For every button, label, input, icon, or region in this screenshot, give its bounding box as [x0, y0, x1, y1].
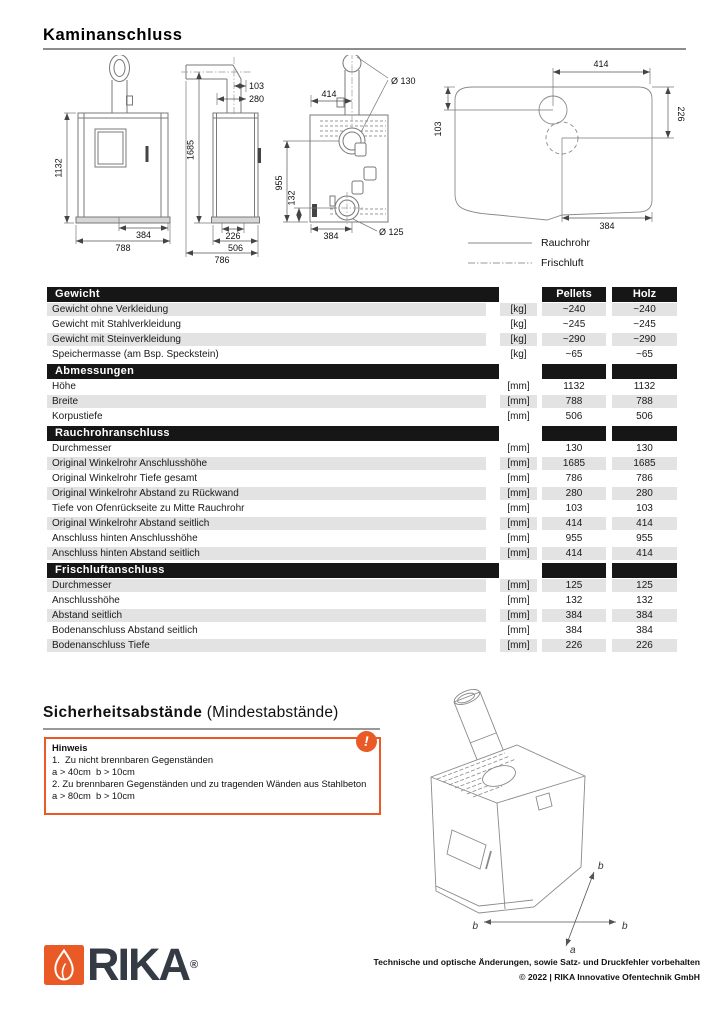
row-label: Breite: [47, 395, 486, 408]
row-label: Gewicht mit Steinverkleidung: [47, 333, 486, 346]
value-pellets: ~245: [562, 318, 586, 330]
dim-front-width-inner: 384: [135, 230, 152, 240]
row-unit: [mm]: [507, 410, 530, 422]
table-row: [47, 409, 677, 424]
row-label: Original Winkelrohr Anschlusshöhe: [47, 457, 486, 470]
note-box: [44, 732, 381, 815]
table-row: [47, 531, 677, 546]
dim-side-depth: 786: [214, 255, 230, 265]
dim-top-air-depth: 226: [676, 106, 686, 122]
safety-heading-light: (Mindestabstände): [202, 704, 339, 721]
value-pellets: ~240: [542, 303, 606, 316]
row-label: Tiefe von Ofenrückseite zu Mitte Rauchrohr: [52, 502, 245, 514]
dim-air-diameter: Ø 125: [379, 227, 404, 237]
table-row: [47, 471, 677, 486]
value-pellets: ~290: [542, 333, 606, 346]
section-header-row: [47, 426, 677, 441]
value-holz: ~240: [612, 303, 677, 316]
value-holz: ~65: [636, 348, 653, 360]
dim-front-width: 788: [115, 243, 131, 253]
row-unit: [mm]: [500, 609, 537, 622]
spec-table: [47, 287, 677, 653]
value-pellets: 130: [565, 442, 583, 454]
value-holz: 103: [636, 502, 653, 514]
section-title: Gewicht: [47, 287, 499, 302]
dim-side-base1: 226: [225, 231, 241, 241]
column-header-holz: Holz: [612, 287, 677, 302]
alert-icon: !: [354, 729, 379, 754]
row-unit: [mm]: [500, 487, 537, 500]
row-unit: [kg]: [510, 348, 527, 360]
row-unit: [mm]: [507, 624, 530, 636]
section-title: Frischluftanschluss: [47, 563, 499, 578]
table-row: [47, 347, 677, 362]
value-pellets: 955: [565, 532, 583, 544]
table-row: [47, 623, 677, 638]
back-view-drawing: [274, 55, 416, 241]
value-pellets: 384: [565, 624, 583, 636]
dim-back-air-height: 132: [286, 190, 297, 206]
row-unit: [kg]: [500, 303, 537, 316]
table-row: [47, 379, 677, 394]
row-unit: [mm]: [500, 579, 537, 592]
dim-side-base2: 506: [227, 243, 244, 253]
dim-front-height: 1132: [53, 158, 64, 178]
safety-heading-bold: Sicherheitsabstände: [43, 704, 203, 721]
row-unit: [mm]: [500, 395, 537, 408]
axis-label-a: a: [570, 945, 576, 956]
value-pellets: 1685: [542, 457, 606, 470]
note-title: Hinweis: [52, 742, 88, 753]
section-header-row: [47, 563, 677, 578]
value-holz: 788: [612, 395, 677, 408]
table-row: [47, 302, 677, 317]
note-line: a > 80cm b > 10cm: [52, 789, 135, 801]
row-label: Original Winkelrohr Abstand seitlich: [47, 517, 486, 530]
column-bar-pellets: [542, 364, 606, 379]
row-label: Durchmesser: [47, 579, 486, 592]
table-row: [47, 593, 677, 608]
row-label: Anschluss hinten Anschlusshöhe: [52, 532, 198, 544]
value-pellets: 384: [542, 609, 606, 622]
dim-side-offset2: 280: [249, 94, 265, 104]
column-bar-pellets: [542, 563, 606, 578]
table-row: [47, 317, 677, 332]
legend-solid-label: Rauchrohr: [541, 237, 591, 249]
value-pellets: 132: [565, 594, 583, 606]
column-bar-pellets: [542, 426, 606, 441]
row-label: Durchmesser: [52, 442, 112, 454]
dim-back-width-bottom: 384: [323, 231, 339, 241]
dimension-drawings: [40, 55, 724, 285]
row-label: Abstand seitlich: [47, 609, 486, 622]
dim-side-height: 1685: [185, 139, 196, 161]
table-row: [47, 501, 677, 516]
row-unit: [mm]: [500, 639, 537, 652]
legend-dashed-label: Frischluft: [541, 257, 584, 269]
value-holz: 130: [636, 442, 653, 454]
dim-back-width-top: 414: [321, 89, 337, 99]
side-view-drawing: [181, 57, 264, 265]
row-unit: [mm]: [500, 547, 537, 560]
title-rule: [43, 48, 686, 50]
brand-wordmark: RIKA: [87, 939, 189, 990]
table-row: [47, 546, 677, 561]
value-pellets: 125: [542, 579, 606, 592]
column-bar-holz: [612, 563, 677, 578]
row-label: Original Winkelrohr Tiefe gesamt: [52, 472, 198, 484]
value-holz: 384: [612, 609, 677, 622]
row-unit: [mm]: [507, 442, 530, 454]
dim-top-flue-side: 414: [593, 59, 609, 69]
value-holz: 1685: [612, 457, 677, 470]
top-view-drawing: [433, 59, 686, 231]
value-holz: 384: [636, 624, 653, 636]
axis-label-b-left: b: [472, 921, 478, 932]
row-label: Speichermasse (am Bsp. Speckstein): [52, 348, 219, 360]
value-holz: 414: [612, 517, 677, 530]
row-label: Höhe: [52, 380, 76, 392]
row-unit: [mm]: [507, 472, 530, 484]
value-holz: 132: [636, 594, 653, 606]
row-label: Gewicht ohne Verkleidung: [47, 303, 486, 316]
column-bar-holz: [612, 364, 677, 379]
value-holz: 226: [612, 639, 677, 652]
note-line: a > 40cm b > 10cm: [52, 765, 135, 777]
safety-distance-drawing: [405, 685, 705, 965]
row-unit: [mm]: [507, 502, 530, 514]
row-unit: [mm]: [507, 532, 530, 544]
value-holz: 414: [612, 547, 677, 560]
table-row: [47, 456, 677, 471]
column-header-pellets: Pellets: [542, 287, 606, 302]
footer-copyright: © 2022 | RIKA Innovative Ofentechnik GmbH: [519, 971, 700, 982]
value-holz: 506: [636, 410, 653, 422]
registered-mark: ®: [190, 959, 199, 971]
section-title: Abmessungen: [47, 364, 499, 379]
value-pellets: 103: [565, 502, 583, 514]
value-pellets: 226: [542, 639, 606, 652]
value-pellets: 414: [542, 517, 606, 530]
table-row: [47, 332, 677, 347]
front-view-drawing: [54, 55, 171, 253]
page-title: Kaminanschluss: [43, 26, 183, 44]
axis-label-b-right: b: [622, 921, 628, 932]
value-pellets: ~65: [565, 348, 583, 360]
dim-flue-diameter: Ø 130: [391, 76, 416, 86]
row-unit: [mm]: [507, 380, 530, 392]
section-header-row: [47, 287, 677, 302]
row-label: Anschluss hinten Abstand seitlich: [47, 547, 486, 560]
dim-top-air-side: 384: [599, 221, 615, 231]
row-label: Gewicht mit Stahlverkleidung: [52, 318, 181, 330]
value-holz: ~245: [633, 318, 656, 330]
table-row: [47, 441, 677, 456]
column-bar-holz: [612, 426, 677, 441]
value-holz: 125: [612, 579, 677, 592]
table-row: [47, 638, 677, 653]
table-row: [47, 394, 677, 409]
value-pellets: 1132: [563, 380, 585, 392]
brand-logo: [44, 939, 199, 990]
row-unit: [mm]: [507, 594, 530, 606]
row-unit: [kg]: [510, 318, 527, 330]
flame-icon: [44, 945, 84, 985]
row-label: Original Winkelrohr Abstand zu Rückwand: [47, 487, 486, 500]
table-row: [47, 608, 677, 623]
value-holz: 1132: [633, 380, 656, 392]
value-holz: ~290: [612, 333, 677, 346]
footer-disclaimer: Technische und optische Änderungen, sowie Satz- und Druckfehler vorbehalten: [373, 957, 700, 967]
value-holz: 786: [636, 472, 653, 484]
axis-label-b-up: b: [598, 861, 604, 872]
row-label: Anschlusshöhe: [52, 594, 120, 606]
value-pellets: 280: [542, 487, 606, 500]
value-pellets: 506: [565, 410, 583, 422]
safety-heading: [43, 704, 339, 722]
row-label: Bodenanschluss Tiefe: [47, 639, 486, 652]
dim-back-flue-height: 955: [274, 175, 284, 191]
section-header-row: [47, 364, 677, 379]
dim-top-flue-depth: 103: [433, 121, 443, 137]
row-label: Bodenanschluss Abstand seitlich: [52, 624, 198, 636]
table-row: [47, 486, 677, 501]
row-unit: [mm]: [500, 457, 537, 470]
value-pellets: 788: [542, 395, 606, 408]
row-label: Korpustiefe: [52, 410, 103, 422]
value-pellets: 786: [565, 472, 583, 484]
row-unit: [mm]: [500, 517, 537, 530]
value-pellets: 414: [542, 547, 606, 560]
value-holz: 955: [636, 532, 653, 544]
value-holz: 280: [612, 487, 677, 500]
section-title: Rauchrohranschluss: [47, 426, 499, 441]
note-line: 1. Zu nicht brennbaren Gegenständen: [52, 753, 214, 765]
note-line: 2. Zu brennbaren Gegenständen und zu tragenden Wänden aus Stahlbeton: [52, 777, 367, 789]
table-row: [47, 578, 677, 593]
row-unit: [kg]: [500, 333, 537, 346]
dim-side-offset1: 103: [249, 81, 265, 91]
footer: [374, 957, 700, 982]
table-row: [47, 516, 677, 531]
line-legend: [468, 237, 591, 269]
safety-heading-rule: [43, 728, 380, 730]
